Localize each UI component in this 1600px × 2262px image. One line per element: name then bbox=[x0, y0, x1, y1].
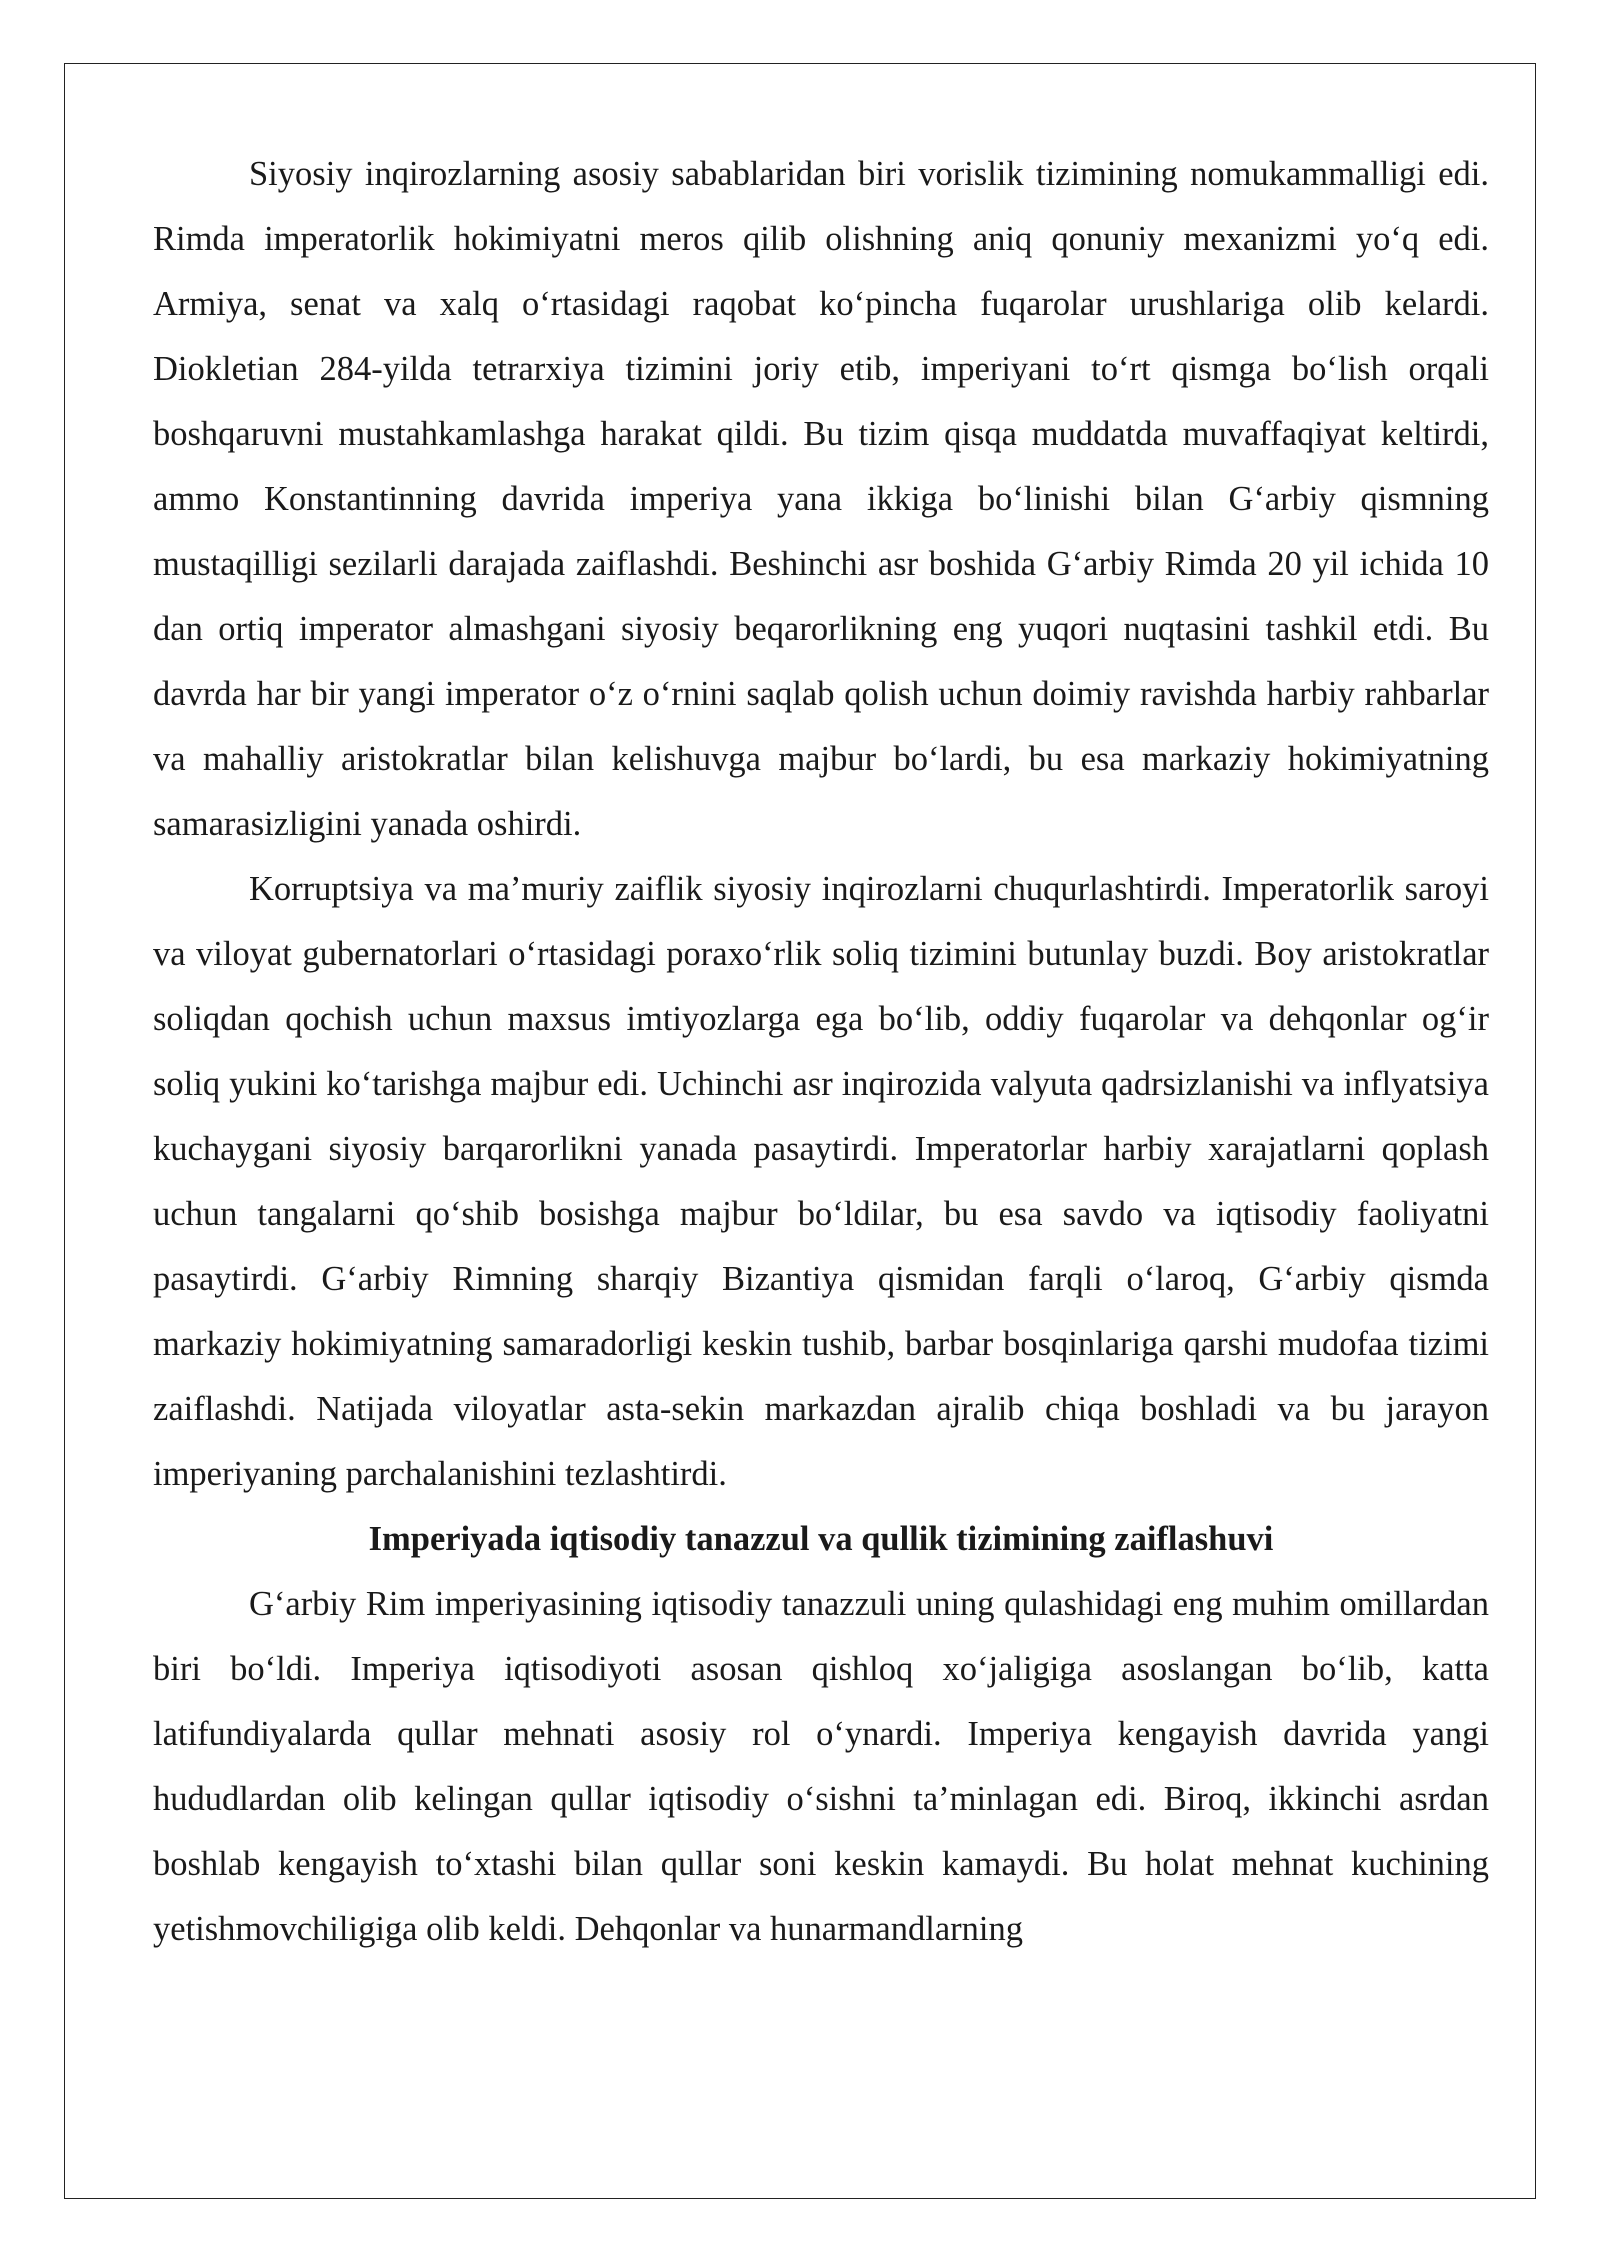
document-body bbox=[153, 142, 1489, 1962]
paragraph-economic-decline: G‘arbiy Rim imperiyasining iqtisodiy tanazzuli uning qulashidagi eng muhim omillardan biri bo‘ldi. Imperiya iqtisodiyoti asosan qishloq xo‘jaligiga asoslangan bo‘lib, katta latifundiyalarda qullar mehnati asosiy rol o‘ynardi. Imperiya kengayish davrida yangi hududlardan olib kelingan qullar iqtisodiy o‘sishni ta’minlagan edi. Biroq, ikkinchi asrdan boshlab kengayish to‘xtashi bilan qullar soni keskin kamaydi. Bu holat mehnat kuchining yetishmovchiligiga olib keldi. Dehqonlar va hunarmandlarning bbox=[153, 1585, 1489, 1948]
section-heading: Imperiyada iqtisodiy tanazzul va qullik tizimining zaiflashuvi bbox=[368, 1520, 1274, 1558]
paragraph-corruption: Korruptsiya va ma’muriy zaiflik siyosiy inqirozlarni chuqurlashtirdi. Imperatorlik saroyi va viloyat gubernatorlari o‘rtasidagi poraxo‘rlik soliq tizimini butunlay buzdi. Boy aristokratlar soliqdan qochish uchun maxsus imtiyozlarga ega bo‘lib, oddiy fuqarolar va dehqonlar og‘ir soliq yukini ko‘tarishga majbur edi. Uchinchi asr inqirozida valyuta qadrsizlanishi va inflyatsiya kuchaygani siyosiy barqarorlikni yanada pasaytirdi. Imperatorlar harbiy xarajatlarni qoplash uchun tangalarni qo‘shib bosishga majbur bo‘ldilar, bu esa savdo va iqtisodiy faoliyatni pasaytirdi. G‘arbiy Rimning sharqiy Bizantiya qismidan farqli o‘laroq, G‘arbiy qismda markaziy hokimiyatning samaradorligi keskin tushib, barbar bosqinlariga qarshi mudofaa tizimi zaiflashdi. Natijada viloyatlar asta-sekin markazdan ajralib chiqa boshladi va bu jarayon imperiyaning parchalanishini tezlashtirdi. bbox=[153, 870, 1489, 1493]
paragraph-succession-crisis: Siyosiy inqirozlarning asosiy sabablaridan biri vorislik tizimining nomukammalligi edi. Rimda imperatorlik hokimiyatni meros qilib olishning aniq qonuniy mexanizmi yo‘q edi. Armiya, senat va xalq o‘rtasidagi raqobat ko‘pincha fuqarolar urushlariga olib kelardi. Diokletian 284-yilda tetrarxiya tizimini joriy etib, imperiyani to‘rt qismga bo‘lish orqali boshqaruvni mustahkamlashga harakat qildi. Bu tizim qisqa muddatda muvaffaqiyat keltirdi, ammo Konstantinning davrida imperiya yana ikkiga bo‘linishi bilan G‘arbiy qismning mustaqilligi sezilarli darajada zaiflashdi. Beshinchi asr boshida G‘arbiy Rimda 20 yil ichida 10 dan ortiq imperator almashgani siyosiy beqarorlikning eng yuqori nuqtasini tashkil etdi. Bu davrda har bir yangi imperator o‘z o‘rnini saqlab qolish uchun doimiy ravishda harbiy rahbarlar va mahalliy aristokratlar bilan kelishuvga majbur bo‘lardi, bu esa markaziy hokimiyatning samarasizligini yanada oshirdi. bbox=[153, 155, 1489, 843]
